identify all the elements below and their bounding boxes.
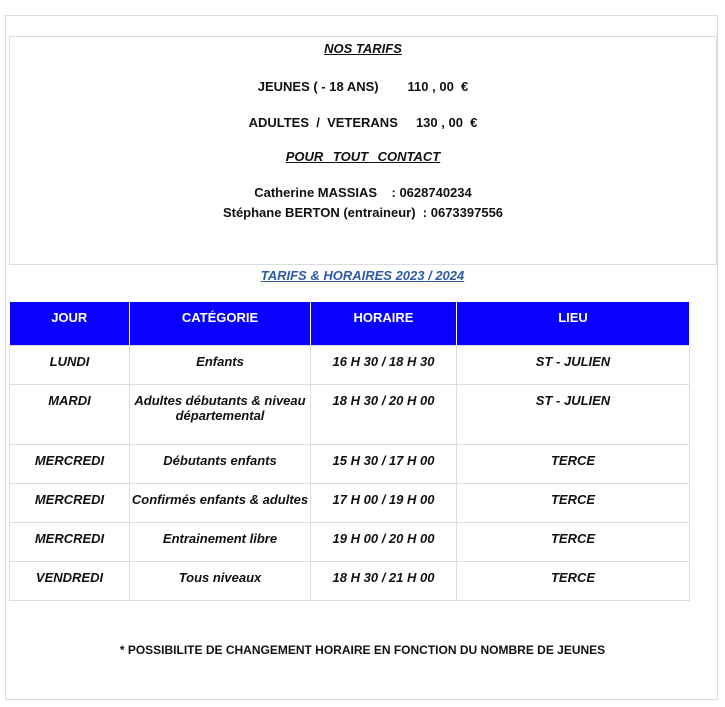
cell-spacer — [690, 522, 716, 561]
table-row — [10, 483, 716, 522]
schedule-note: * POSSIBILITE DE CHANGEMENT HORAIRE EN FONCTION DU NOMBRE DE JEUNES — [119, 643, 606, 657]
cell-categorie: Entrainement libre — [130, 522, 311, 561]
cell-jour: LUNDI — [10, 345, 130, 384]
tarifs-title: NOS TARIFS — [324, 41, 402, 56]
cell-spacer — [690, 384, 716, 444]
table-row — [10, 522, 716, 561]
price-adultes-label: ADULTES / VETERANS — [248, 115, 398, 130]
cell-spacer — [690, 483, 716, 522]
cell-categorie: Confirmés enfants & adultes — [130, 483, 311, 522]
cell-spacer — [690, 561, 716, 600]
cell-horaire: 17 H 00 / 19 H 00 — [311, 483, 457, 522]
price-adultes-value: 130 , 00 € — [415, 115, 478, 130]
table-row — [10, 444, 716, 483]
header-lieu: LIEU — [457, 302, 690, 345]
cell-lieu: TERCE — [457, 561, 690, 600]
contact-2 — [10, 205, 716, 220]
contact-2-phone: : 0673397556 — [422, 205, 504, 220]
price-jeunes-label: JEUNES ( - 18 ANS) — [257, 79, 379, 94]
header-spacer — [690, 302, 716, 345]
cell-jour: MERCREDI — [10, 444, 130, 483]
cell-jour: VENDREDI — [10, 561, 130, 600]
price-jeunes — [10, 79, 716, 94]
table-row — [10, 345, 716, 384]
contact-1-phone: : 0628740234 — [391, 185, 472, 200]
tarifs-section — [9, 36, 717, 265]
contact-title: POUR TOUT CONTACT — [285, 149, 441, 164]
cell-lieu: TERCE — [457, 522, 690, 561]
price-adultes — [10, 115, 716, 130]
header-jour: JOUR — [10, 302, 130, 345]
schedule-table — [9, 302, 716, 601]
cell-horaire: 18 H 30 / 21 H 00 — [311, 561, 457, 600]
price-jeunes-value: 110 , 00 € — [407, 79, 469, 94]
cell-spacer — [690, 444, 716, 483]
cell-categorie: Débutants enfants — [130, 444, 311, 483]
table-header-row — [10, 302, 716, 345]
cell-lieu: ST - JULIEN — [457, 345, 690, 384]
contact-1-name: Catherine MASSIAS — [254, 185, 378, 200]
cell-lieu: TERCE — [457, 483, 690, 522]
cell-horaire: 19 H 00 / 20 H 00 — [311, 522, 457, 561]
table-row — [10, 561, 716, 600]
header-categorie: CATÉGORIE — [130, 302, 311, 345]
cell-horaire: 18 H 30 / 20 H 00 — [311, 384, 457, 444]
contact-2-name: Stéphane BERTON (entraineur) — [222, 205, 416, 220]
cell-spacer — [690, 345, 716, 384]
cell-jour: MERCREDI — [10, 522, 130, 561]
table-row — [10, 384, 716, 444]
cell-jour: MERCREDI — [10, 483, 130, 522]
cell-horaire: 16 H 30 / 18 H 30 — [311, 345, 457, 384]
cell-horaire: 15 H 30 / 17 H 00 — [311, 444, 457, 483]
cell-categorie: Tous niveaux — [130, 561, 311, 600]
cell-categorie: Enfants — [130, 345, 311, 384]
season-title: TARIFS & HORAIRES 2023 / 2024 — [260, 268, 465, 283]
cell-jour: MARDI — [10, 384, 130, 444]
header-horaire: HORAIRE — [311, 302, 457, 345]
contact-1 — [10, 185, 716, 200]
cell-lieu: TERCE — [457, 444, 690, 483]
cell-lieu: ST - JULIEN — [457, 384, 690, 444]
cell-categorie: Adultes débutants & niveau départemental — [130, 384, 311, 444]
